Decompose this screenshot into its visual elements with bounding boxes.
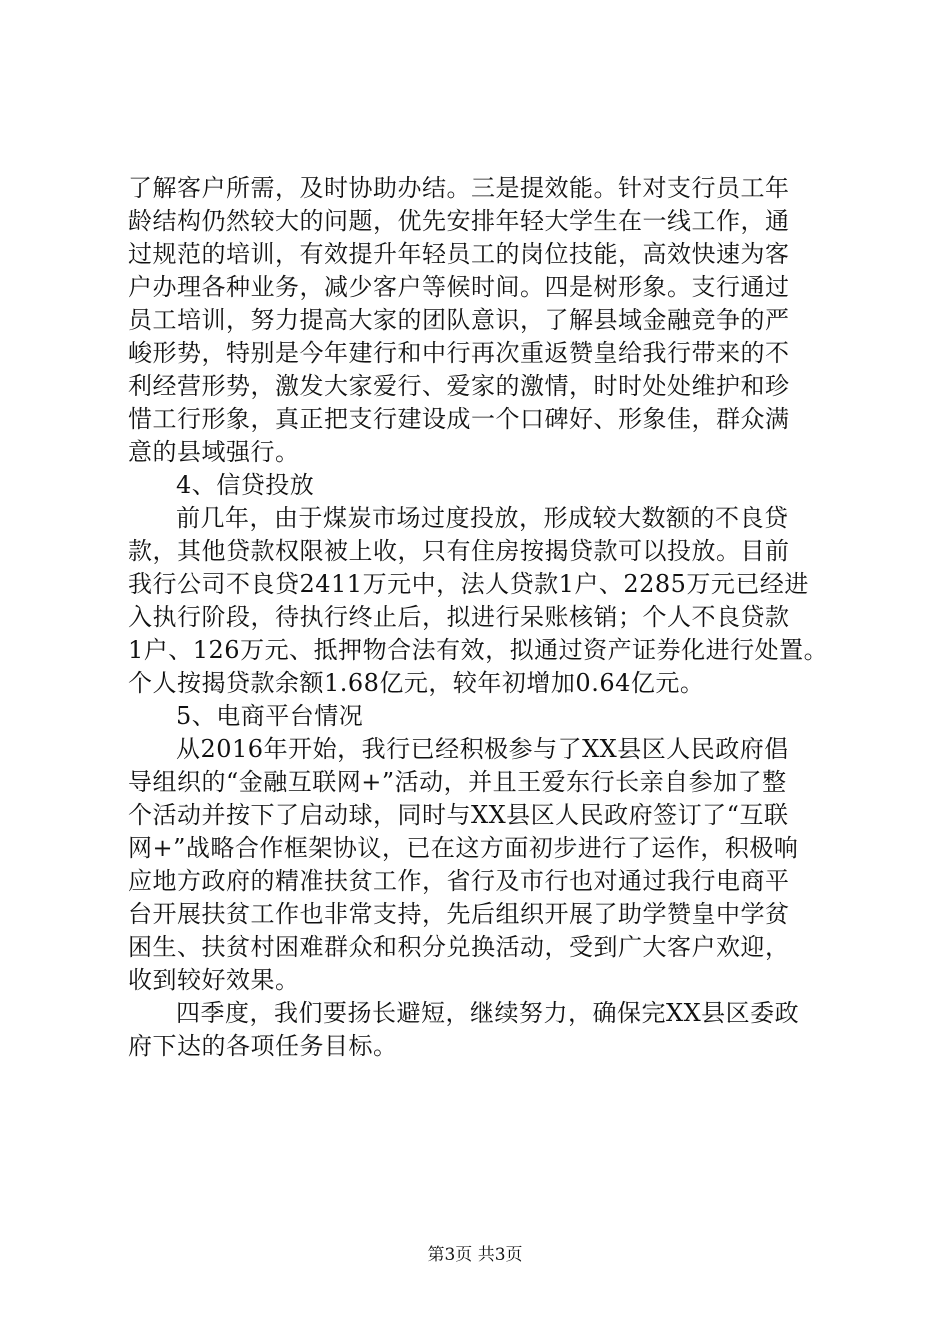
text-line: 意的县域强行。: [128, 438, 300, 466]
text-line: 过规范的培训，有效提升年轻员工的岗位技能，高效快速为客: [128, 240, 790, 268]
section-heading-credit: 4、信贷投放: [176, 471, 315, 499]
text-line: 惜工行形象，真正把支行建设成一个口碑好、形象佳，群众满: [128, 405, 790, 433]
text-line: 我行公司不良贷2411万元中，法人贷款1户、2285万元已经进: [128, 570, 809, 598]
text-line: 个活动并按下了启动球，同时与XX县区人民政府签订了“互联: [128, 801, 789, 829]
text-line: 导组织的“金融互联网+”活动，并且王爱东行长亲自参加了整: [128, 768, 787, 796]
text-line: 府下达的各项任务目标。: [128, 1032, 398, 1060]
document-body: [128, 172, 858, 1063]
text-line: 收到较好效果。: [128, 966, 300, 994]
text-line: 了解客户所需，及时协助办结。三是提效能。针对支行员工年: [128, 174, 790, 202]
text-line: 款，其他贷款权限被上收，只有住房按揭贷款可以投放。目前: [128, 537, 790, 565]
text-line: 户办理各种业务，减少客户等候时间。四是树形象。支行通过: [128, 273, 790, 301]
text-line: 困生、扶贫村困难群众和积分兑换活动，受到广大客户欢迎，: [128, 933, 790, 961]
text-line: 网+”战略合作框架协议，已在这方面初步进行了运作，积极响: [128, 834, 799, 862]
text-line: 入执行阶段，待执行终止后，拟进行呆账核销；个人不良贷款: [128, 603, 790, 631]
text-line: 四季度，我们要扬长避短，继续努力，确保完XX县区委政: [176, 999, 800, 1027]
text-line: 员工培训，努力提高大家的团队意识，了解县域金融竞争的严: [128, 306, 790, 334]
text-line: 前几年，由于煤炭市场过度投放，形成较大数额的不良贷: [176, 504, 789, 532]
text-line: 台开展扶贫工作也非常支持，先后组织开展了助学赞皇中学贫: [128, 900, 790, 928]
text-line: 峻形势，特别是今年建行和中行再次重返赞皇给我行带来的不: [128, 339, 790, 367]
text-line: 应地方政府的精准扶贫工作，省行及市行也对通过我行电商平: [128, 867, 790, 895]
text-line: 利经营形势，激发大家爱行、爱家的激情，时时处处维护和珍: [128, 372, 790, 400]
section-heading-ecommerce: 5、电商平台情况: [176, 702, 364, 730]
text-line: 个人按揭贷款余额1.68亿元，较年初增加0.64亿元。: [128, 669, 705, 697]
text-line: 从2016年开始，我行已经积极参与了XX县区人民政府倡: [176, 735, 789, 763]
text-line: 1户、126万元、抵押物合法有效，拟通过资产证券化进行处置。: [128, 636, 829, 664]
text-line: 龄结构仍然较大的问题，优先安排年轻大学生在一线工作，通: [128, 207, 790, 235]
page-number-footer: 第3页 共3页: [427, 1245, 523, 1265]
